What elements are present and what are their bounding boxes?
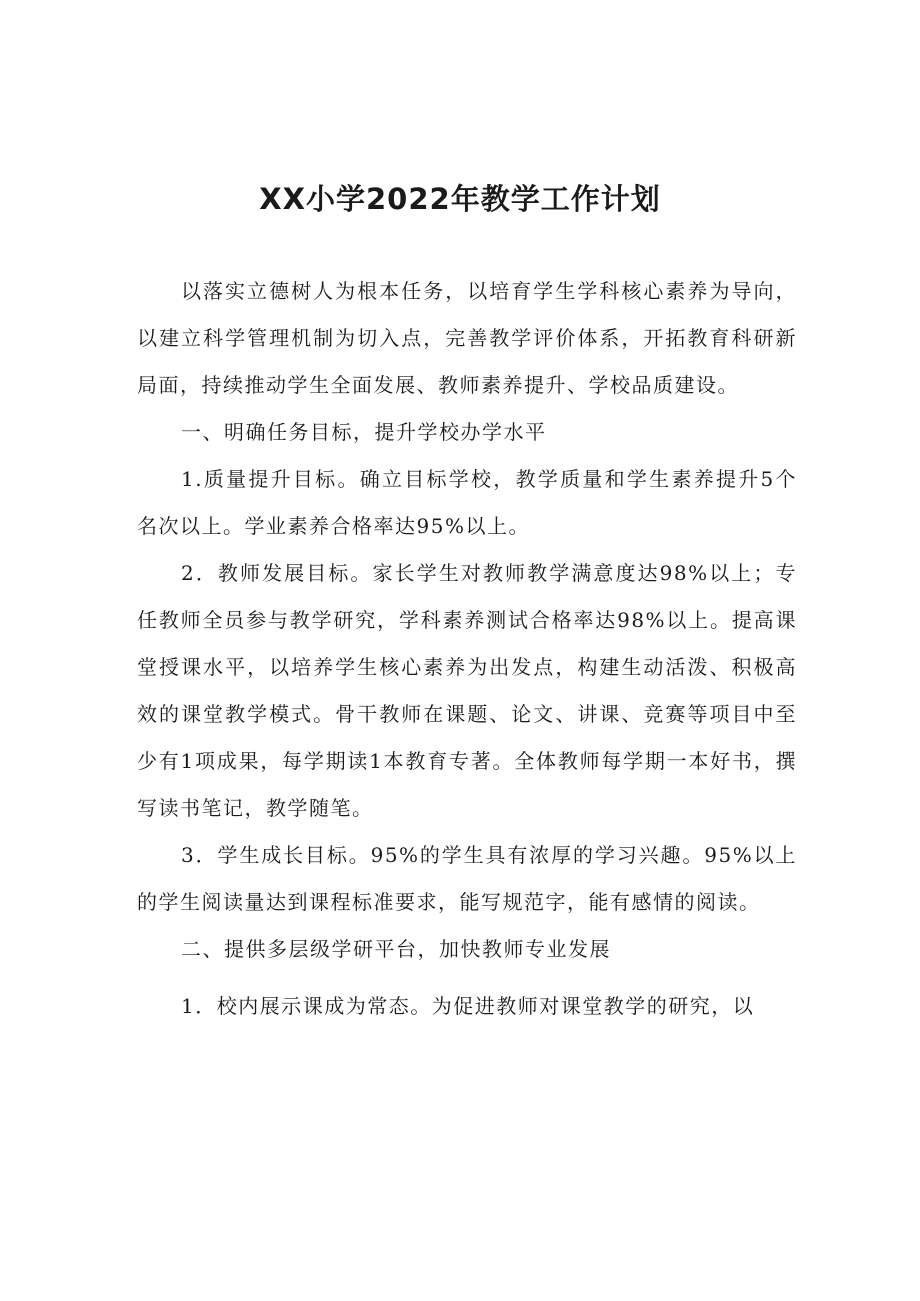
section-heading-2: 二、提供多层级学研平台，加快教师专业发展 xyxy=(181,937,611,961)
paragraph-quality-goal: 1.质量提升目标。确立目标学校，教学质量和学生素养提升5个名次以上。学业素养合格率达95%以上。 xyxy=(137,467,797,538)
paragraph-student-goal: 3．学生成长目标。95%的学生具有浓厚的学习兴趣。95%以上的学生阅读量达到课程标准要求，能写规范字，能有感情的阅读。 xyxy=(137,843,797,914)
document-title: XX小学2022年教学工作计划 xyxy=(259,182,661,216)
section-heading-1: 一、明确任务目标，提升学校办学水平 xyxy=(181,420,547,444)
paragraph-teacher-goal: 2．教师发展目标。家长学生对教师教学满意度达98%以上；专任教师全员参与教学研究，学科素养测试合格率达98%以上。提高课堂授课水平，以培养学生核心素养为出发点，构建生动活泼、积极高效的课堂教学模式。骨干教师在课题、论文、讲课、竞赛等项目中至少有1项成果，每学期读1本教育专著。全体教师每学期一本好书，撰写读书笔记，教学随笔。 xyxy=(137,561,797,820)
document-body xyxy=(137,268,797,1030)
intro-paragraph: 以落实立德树人为根本任务，以培育学生学科核心素养为导向，以建立科学管理机制为切入点，完善教学评价体系，开拓教育科研新局面，持续推动学生全面发展、教师素养提升、学校品质建设。 xyxy=(137,279,797,397)
paragraph-demo-lessons: 1．校内展示课成为常态。为促进教师对课堂教学的研究，以 xyxy=(181,994,755,1018)
